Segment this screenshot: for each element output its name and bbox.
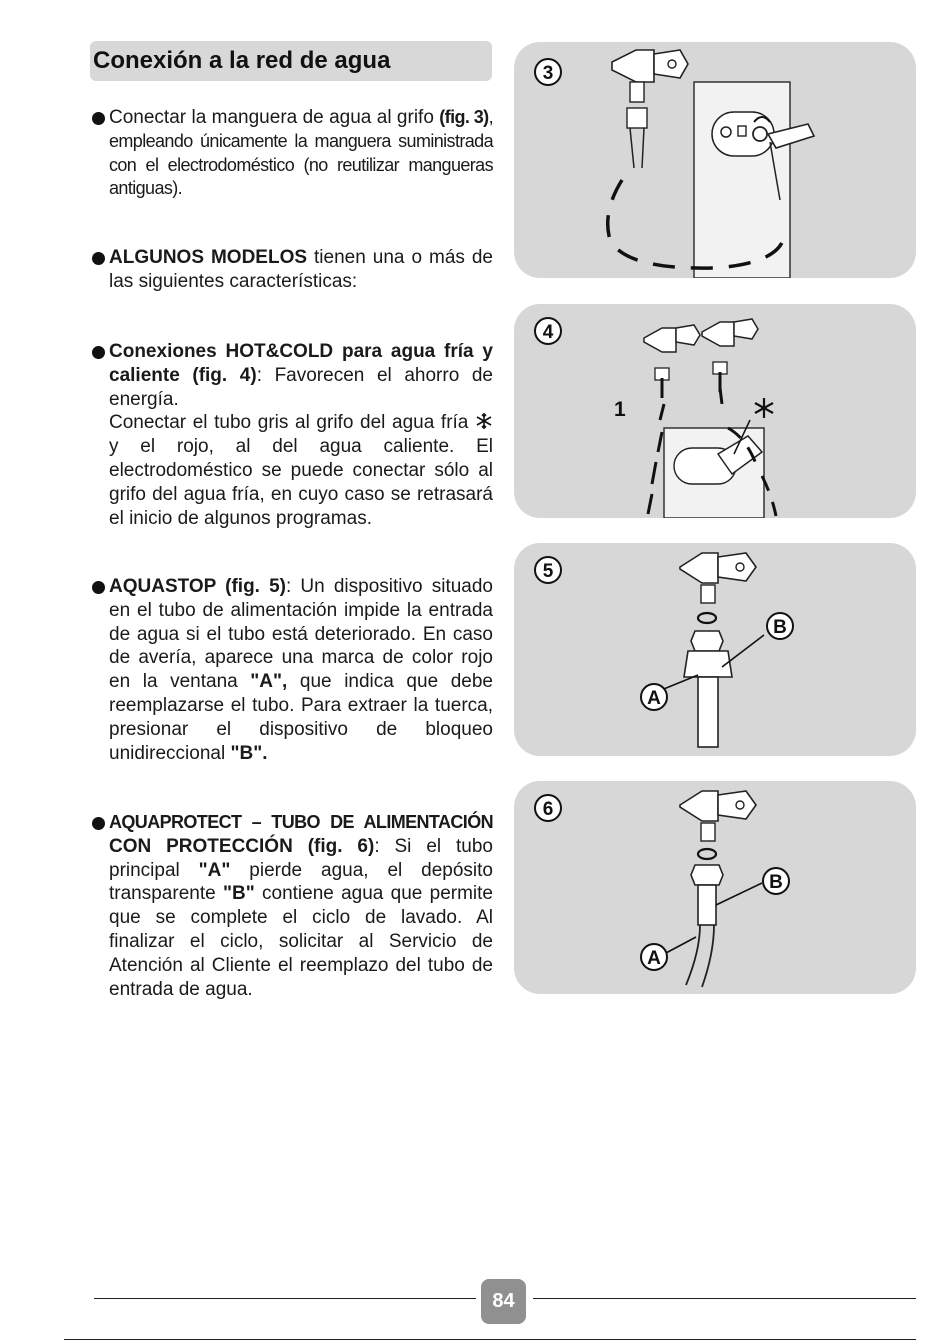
figure-number: 6 [542,799,554,820]
callout-line-a [666,937,696,953]
bullet-item-connect-hose [90,106,493,201]
hose-icon [686,925,714,987]
bullet-item-aquaprotect [90,811,493,1001]
figure-number: 5 [542,561,554,582]
paragraph: Conectar el tubo gris al grifo del agua fría y el rojo, al del agua caliente. El electrodoméstico se puede conectar sólo al grifo del agua fría, en cuyo caso se retrasará el inicio de algunos programas. [109,412,493,529]
figure-3-illustration [514,42,916,278]
cold-tap-icon [702,322,734,346]
paragraph: AQUAPROTECT – TUBO DE ALIMENTACIÓN CON PROTECCIÓN (fig. 6): Si el tubo principal "A" pierde agua, el depósito transparente "B" contiene agua que permite que se complete el ciclo de lavado. Al finalizar el ciclo, solicitar al Servicio de Atención al Cliente el reemplazo del tubo de entrada de agua. [109,812,493,1000]
water-tap-icon [680,791,718,821]
figure-5-panel [514,543,916,756]
figure-number: 3 [542,63,554,84]
figure-number: 4 [542,322,554,343]
label-b: B [769,872,783,893]
figure-5-illustration [514,543,916,756]
hot-tap-icon [644,328,676,352]
figure-6-panel [514,781,916,994]
label-a: A [647,688,661,709]
hose-nut [627,108,647,128]
paragraph: AQUASTOP (fig. 5): Un dispositivo situado en el tubo de alimentación impide la entrada de agua si el tubo está deteriorado. En caso de avería, aparece una marca de color rojo en la ventana "A", que indica que debe reemplazarse el tubo. Para extraer la tuerca, presionar el dispositivo de bloqueo unidireccional "B". [109,576,493,764]
paragraph: ALGUNOS MODELOS tienen una o más de las siguientes características: [109,247,493,292]
label-b: B [773,617,787,638]
hose-nut [691,631,723,651]
hot-tap-label: 1 [614,398,626,421]
washer-icon [698,613,716,623]
snowflake-icon [755,398,773,418]
bullet-icon [92,817,105,830]
figure-4-panel [514,304,916,518]
bullet-icon [92,252,105,265]
hose-icon [630,128,644,168]
figure-4-illustration [514,304,916,518]
page-number: 84 [481,1279,526,1324]
hose-nut [691,865,723,885]
hot-hose-dashed [648,404,664,514]
bullet-icon [92,581,105,594]
section-title-bar [90,41,492,81]
washer-icon [698,849,716,859]
hose-icon [698,677,718,747]
bullet-icon [92,346,105,359]
label-a: A [647,948,661,969]
figure-6-illustration [514,781,916,994]
callout-line-b [716,883,762,905]
page-bottom-rule [64,1339,916,1340]
paragraph: Conectar la manguera de agua al grifo (fig. 3), empleando únicamente la manguera suministrada con el electrodoméstico (no reutilizar mangueras antiguas). [109,107,493,199]
figure-3-panel [514,42,916,278]
bullet-icon [92,112,105,125]
paragraph: Conexiones HOT&COLD para agua fría y caliente (fig. 4): Favorecen el ahorro de energía. [109,341,493,410]
footer-rule-left [94,1298,476,1299]
water-tap-icon [612,50,654,82]
inlet-valve-icon [753,127,767,141]
page-title: Conexión a la red de agua [93,47,391,74]
bullet-item-hot-cold [90,340,493,530]
bullet-item-some-models [90,246,493,294]
bullet-item-aquastop [90,575,493,765]
water-tap-icon [680,553,718,583]
transparent-tank [698,885,716,925]
snowflake-icon [475,412,493,430]
footer-rule-right [533,1298,916,1299]
